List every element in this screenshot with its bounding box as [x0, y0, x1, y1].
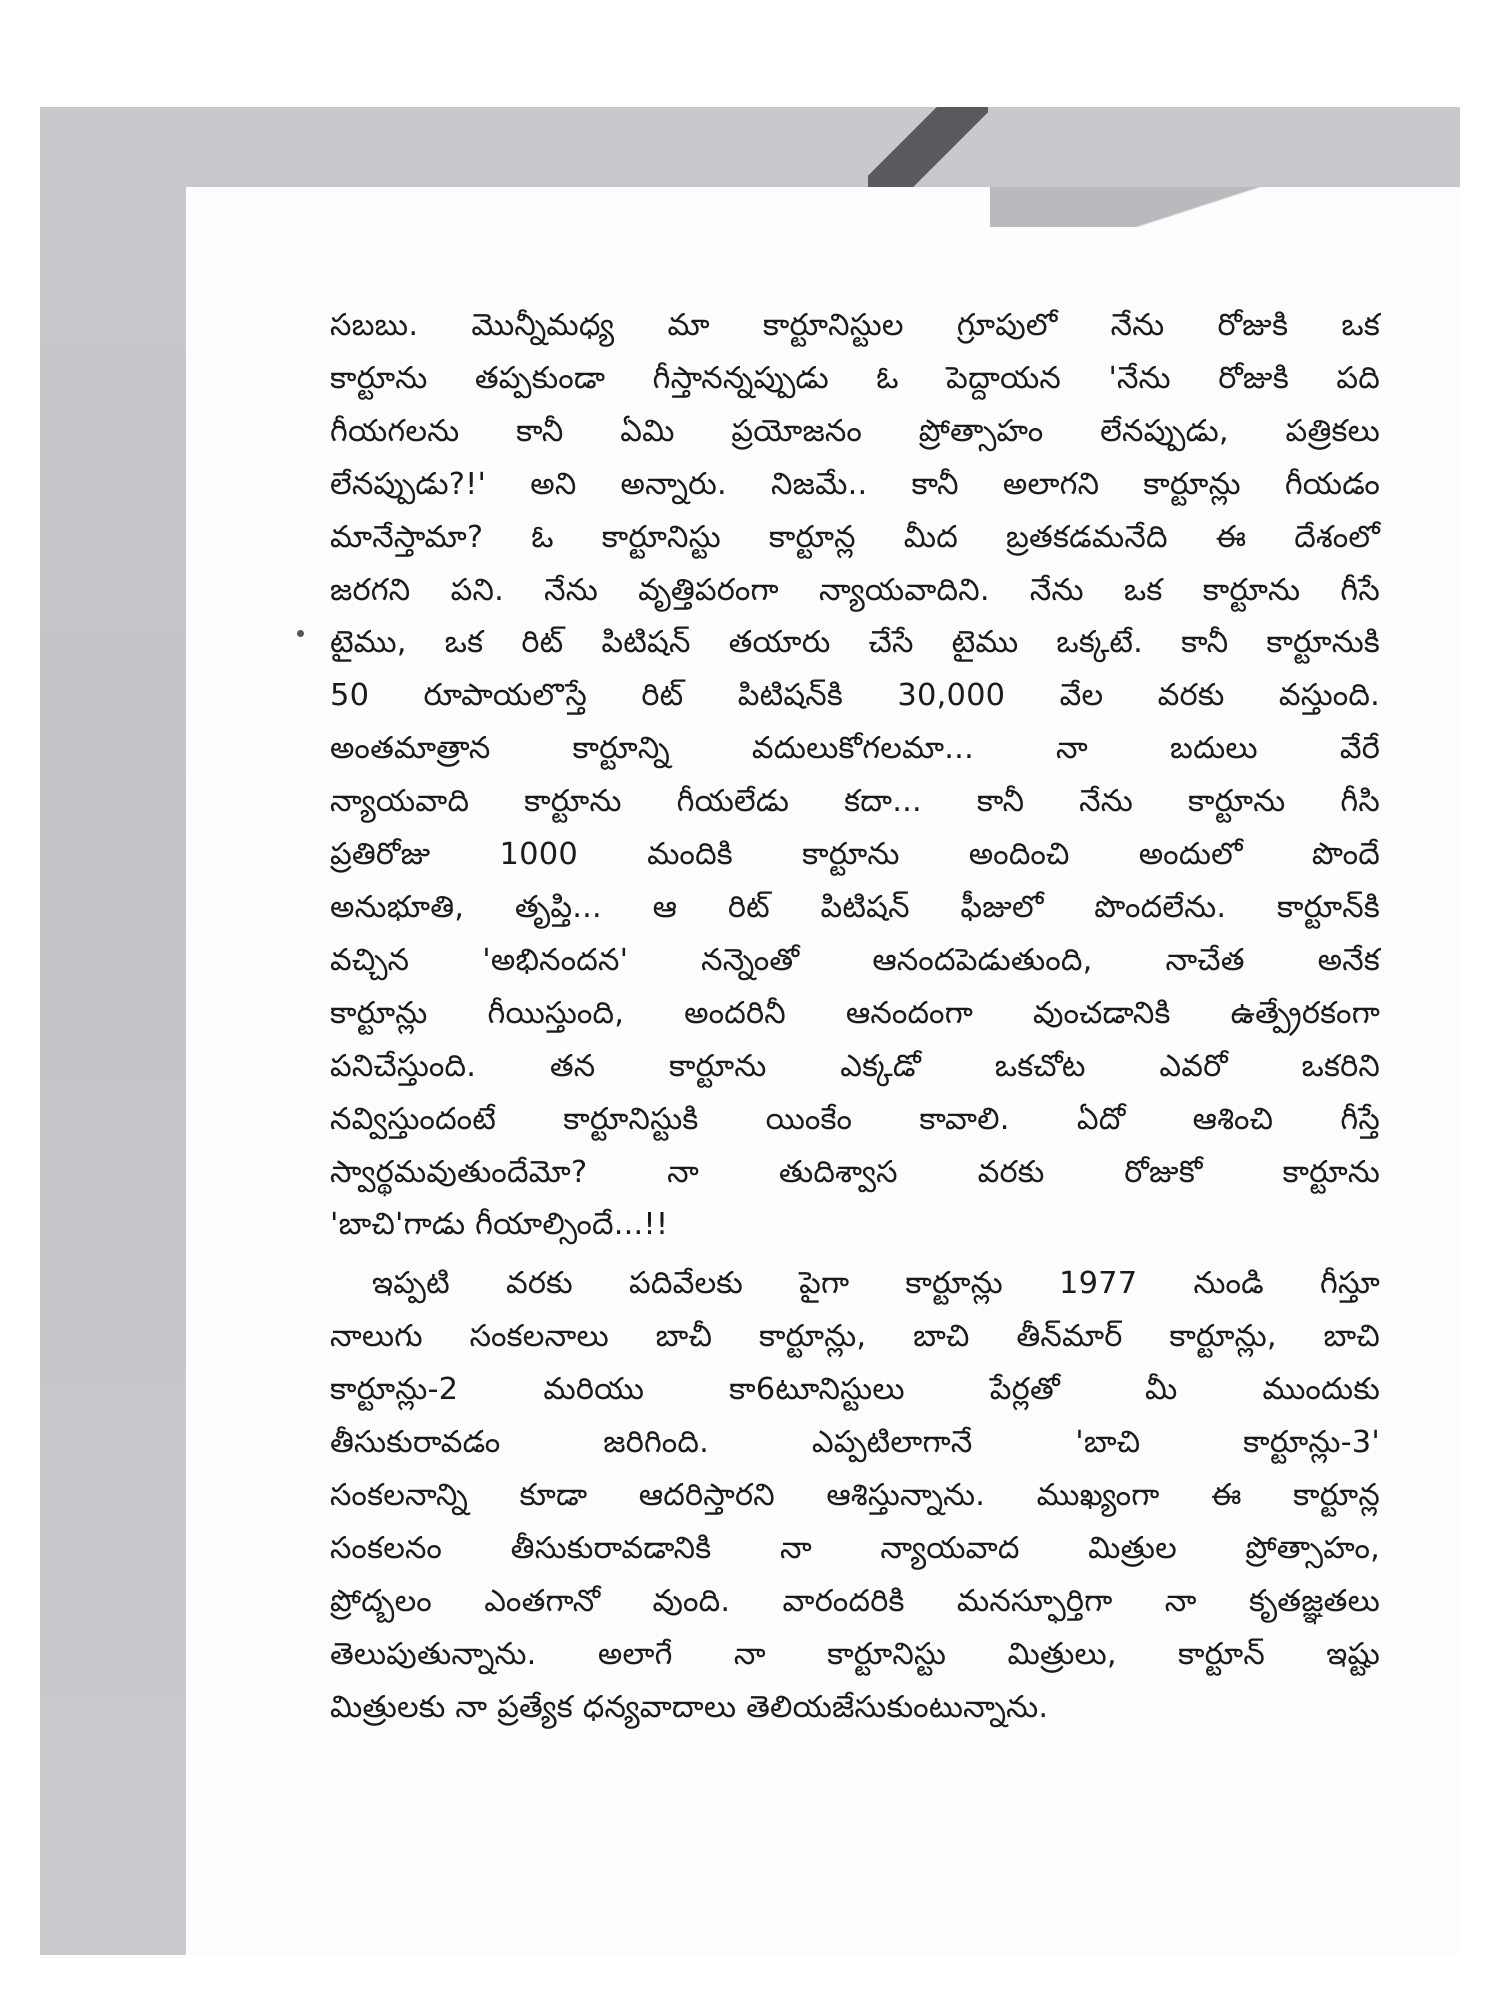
text-line: నవ్విస్తుందంటే కార్టూనిస్టుకి యింకేం కావాలి. ఏదో ఆశించి గీస్తే: [330, 1101, 1380, 1137]
text-line: అనుభూతి, తృప్తి... ఆ రిట్ పిటిషన్ ఫీజులో పొందలేను. కార్టూన్‌కి: [330, 889, 1380, 925]
ink-speck: [297, 630, 304, 637]
text-line: పనిచేస్తుంది. తన కార్టూను ఎక్కడో ఒకచోట ఎవరో ఒకరిని: [330, 1048, 1380, 1084]
text-line: 50 రూపాయలొస్తే రిట్ పిటిషన్‌కి 30,000 వేల వరకు వస్తుంది.: [330, 678, 1380, 714]
text-line: మిత్రులకు నా ప్రత్యేక ధన్యవాదాలు తెలియజేసుకుంటున్నాను.: [330, 1689, 1049, 1725]
text-line: ప్రతిరోజు 1000 మందికి కార్టూను అందించి అందులో పొందే: [330, 837, 1380, 873]
paragraph-2: [330, 1258, 1380, 1734]
text-line: తెలుపుతున్నాను. అలాగే నా కార్టూనిస్టు మిత్రులు, కార్టూన్ ఇష్టు: [330, 1636, 1380, 1672]
paragraph-1: [330, 300, 1380, 1252]
text-line: ఇప్పటి వరకు పదివేలకు పైగా కార్టూన్లు 1977 నుండి గీస్తూ: [372, 1266, 1380, 1302]
text-line: సంకలనాన్ని కూడా ఆదరిస్తారని ఆశిస్తున్నాను. ముఖ్యంగా ఈ కార్టూన్ల: [330, 1477, 1380, 1513]
text-line: 'బాచి'గాడు గీయాల్సిందే...!!: [330, 1207, 669, 1243]
text-line: న్యాయవాది కార్టూను గీయలేడు కదా... కానీ నేను కార్టూను గీసి: [330, 784, 1380, 820]
text-line: జరగని పని. నేను వృత్తిపరంగా న్యాయవాదిని. నేను ఒక కార్టూను గీసే: [330, 572, 1380, 608]
text-line: తీసుకురావడం జరిగింది. ఎప్పటిలాగానే 'బాచి కార్టూన్లు-3': [330, 1425, 1380, 1461]
text-line: కార్టూన్లు-2 మరియు కా6టూనిస్టులు పేర్లతో మీ ముందుకు: [330, 1372, 1380, 1408]
text-line: అంతమాత్రాన కార్టూన్ని వదులుకోగలమా... నా బదులు వేరే: [330, 731, 1380, 767]
text-line: సబబు. మొన్నీమధ్య మా కార్టూనిస్టుల గ్రూపులో నేను రోజుకి ఒక: [330, 308, 1380, 343]
text-line: లేనప్పుడు?!' అని అన్నారు. నిజమే.. కానీ అలాగని కార్టూన్లు గీయడం: [330, 466, 1380, 502]
text-line: వచ్చిన 'అభినందన' నన్నెంతో ఆనందపెడుతుంది, నాచేత అనేక: [330, 942, 1380, 978]
text-line: కార్టూను తప్పకుండా గీస్తానన్నప్పుడు ఓ పెద్దాయన 'నేను రోజుకి పది: [330, 360, 1380, 396]
page-text: [330, 300, 1380, 1734]
text-line: నాలుగు సంకలనాలు బాచీ కార్టూన్లు, బాచి తీన్‌మార్ కార్టూన్లు, బాచి: [330, 1319, 1380, 1355]
text-line: మానేస్తామా? ఓ కార్టూనిస్టు కార్టూన్ల మీద బ్రతకడమనేది ఈ దేశంలో: [330, 519, 1380, 555]
text-line: గీయగలను కానీ ఏమి ప్రయోజనం ప్రోత్సాహం లేనప్పుడు, పత్రికలు: [330, 413, 1380, 449]
text-line: స్వార్థమవుతుందేమో? నా తుదిశ్వాస వరకు రోజుకో కార్టూను: [330, 1154, 1380, 1190]
text-line: కార్టూన్లు గీయిస్తుంది, అందరినీ ఆనందంగా వుంచడానికి ఉత్ప్రేరకంగా: [330, 995, 1380, 1031]
text-line: ప్రోద్బలం ఎంతగానో వుంది. వారందరికి మనస్ఫూర్తిగా నా కృతజ్ఞతలు: [330, 1583, 1380, 1619]
text-line: టైము, ఒక రిట్ పిటిషన్ తయారు చేసే టైము ఒక్కటే. కానీ కార్టూనుకి: [330, 625, 1380, 661]
corner-stripe: [868, 107, 988, 189]
text-line: సంకలనం తీసుకురావడానికి నా న్యాయవాద మిత్రుల ప్రోత్సాహం,: [330, 1530, 1380, 1566]
